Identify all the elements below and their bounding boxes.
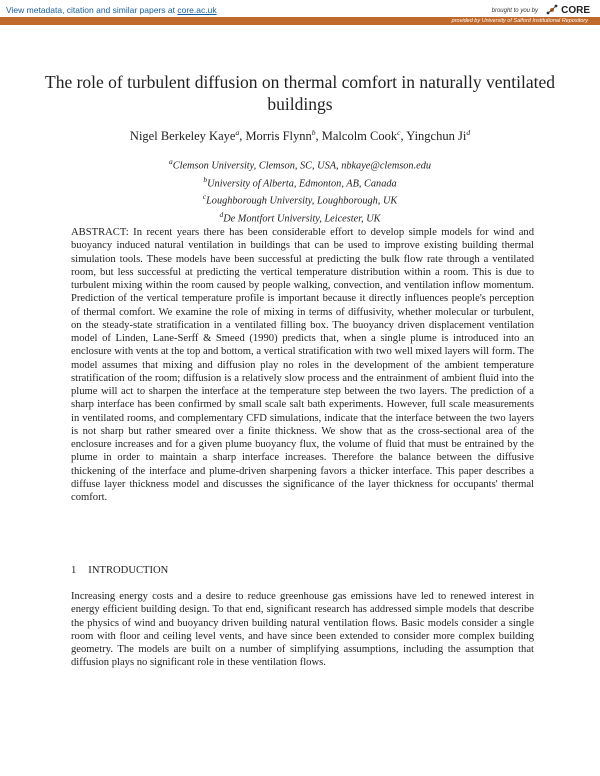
affiliation: $^a$Clemson University, Clemson, SC, USA, nbkaye@clemson.edu — [168, 157, 432, 172]
core-logo-text: CORE — [561, 4, 590, 16]
affiliation: $^c$Loughborough University, Loughborough, UK — [202, 192, 398, 207]
author: Yingchun Ji$^d$ — [406, 128, 471, 144]
affiliation: $^d$De Montfort University, Leicester, UK — [219, 209, 381, 225]
core-logo[interactable] — [545, 3, 590, 17]
core-provider-bar — [0, 17, 600, 25]
core-metadata-link[interactable]: View metadata, citation and similar papers at core.ac.uk — [6, 5, 217, 15]
core-banner — [0, 0, 600, 28]
provided-by-text: provided by University of Salford Institutional Repository — [451, 18, 588, 24]
affiliation: $^b$University of Alberta, Edmonton, AB, Canada — [203, 174, 397, 190]
author: Malcolm Cook$^c$, — [321, 128, 407, 144]
core-logo-icon — [545, 3, 559, 17]
introduction-paragraph: Increasing energy costs and a desire to reduce greenhouse gas emissions have led to renewed interest in energy efficient building design. To that end, significant research has addressed simple models that describe the physics of wind and buoyancy driven building natural ventilation flows. Basic models consider a single room with floor and ceiling level vents, and have since been extended to consider more complex building geometry. The models are built on a number of simplifying assumptions, including the assumption that diffusion plays no significant role in these ventilation flows. — [71, 591, 534, 669]
section-title: INTRODUCTION — [88, 565, 169, 576]
abstract-paragraph: ABSTRACT: In recent years there has been considerable effort to develop simple models for wind and buoyancy induced natural ventilation in buildings that can be used to improve existing building thermal simulation tools. These models have been successful at predicting the bulk flow rate through a ventilated room, but less successful at predicting the vertical temperature distribution within a room. This is due to turbulent mixing within the room caused by people walking, convection, and ventilation inflow momentum. Prediction of the vertical temperature profile is important because it directly influences people's perception of thermal comfort. We examine the role of mixing in terms of diffusivity, whether molecular or turbulent, on the steady-state stratification in a ventilated filling box. The buoyancy driven displacement ventilation model of Linden, Lane-Serff & Smeed (1990) predicts that, when a single plume is introduced into an enclosure with vents at the top and bottom, a vertical stratification with two well mixed layers will form. The model assumes that mixing and diffusion play no roles in the development of the ambient temperature stratification of the room; diffusion is a relatively slow process and the entrainment of ambient fluid into the plume will act to sharpen the interface at the temperature step between the two layers. The prediction of a sharp interface has been confirmed by small scale salt bath experiments. However, full scale measurements in ventilated rooms, and complementary CFD simulations, indicate that the interface between the two layers is not sharp but rather smeared over a finite thickness. We show that as the cross-sectional area of the enclosure increases and for a given plume buoyancy flux, the volume of fluid that must be entrained by the plume in order to maintain a sharp interface increases. Therefore the balance between the diffusive thickening of the interface and plume-driven sharpening favors a thicker interface. This paper describes a diffuse layer thickness model and discusses the significance of the layer thickness for occupants' thermal comfort. — [71, 227, 534, 503]
core-domain-link[interactable]: core.ac.uk — [177, 5, 217, 15]
brought-by-text: brought to you by — [491, 8, 538, 14]
author: Nigel Berkeley Kaye$^a$, — [129, 128, 246, 144]
author-list — [40, 128, 560, 144]
paper-title: The role of turbulent diffusion on thermal comfort in naturally ventilated buildings — [45, 72, 555, 114]
section-number: 1 — [71, 565, 77, 576]
affiliation-list — [40, 155, 560, 226]
author: Morris Flynn$^b$, — [245, 128, 322, 144]
section-heading — [71, 565, 168, 576]
